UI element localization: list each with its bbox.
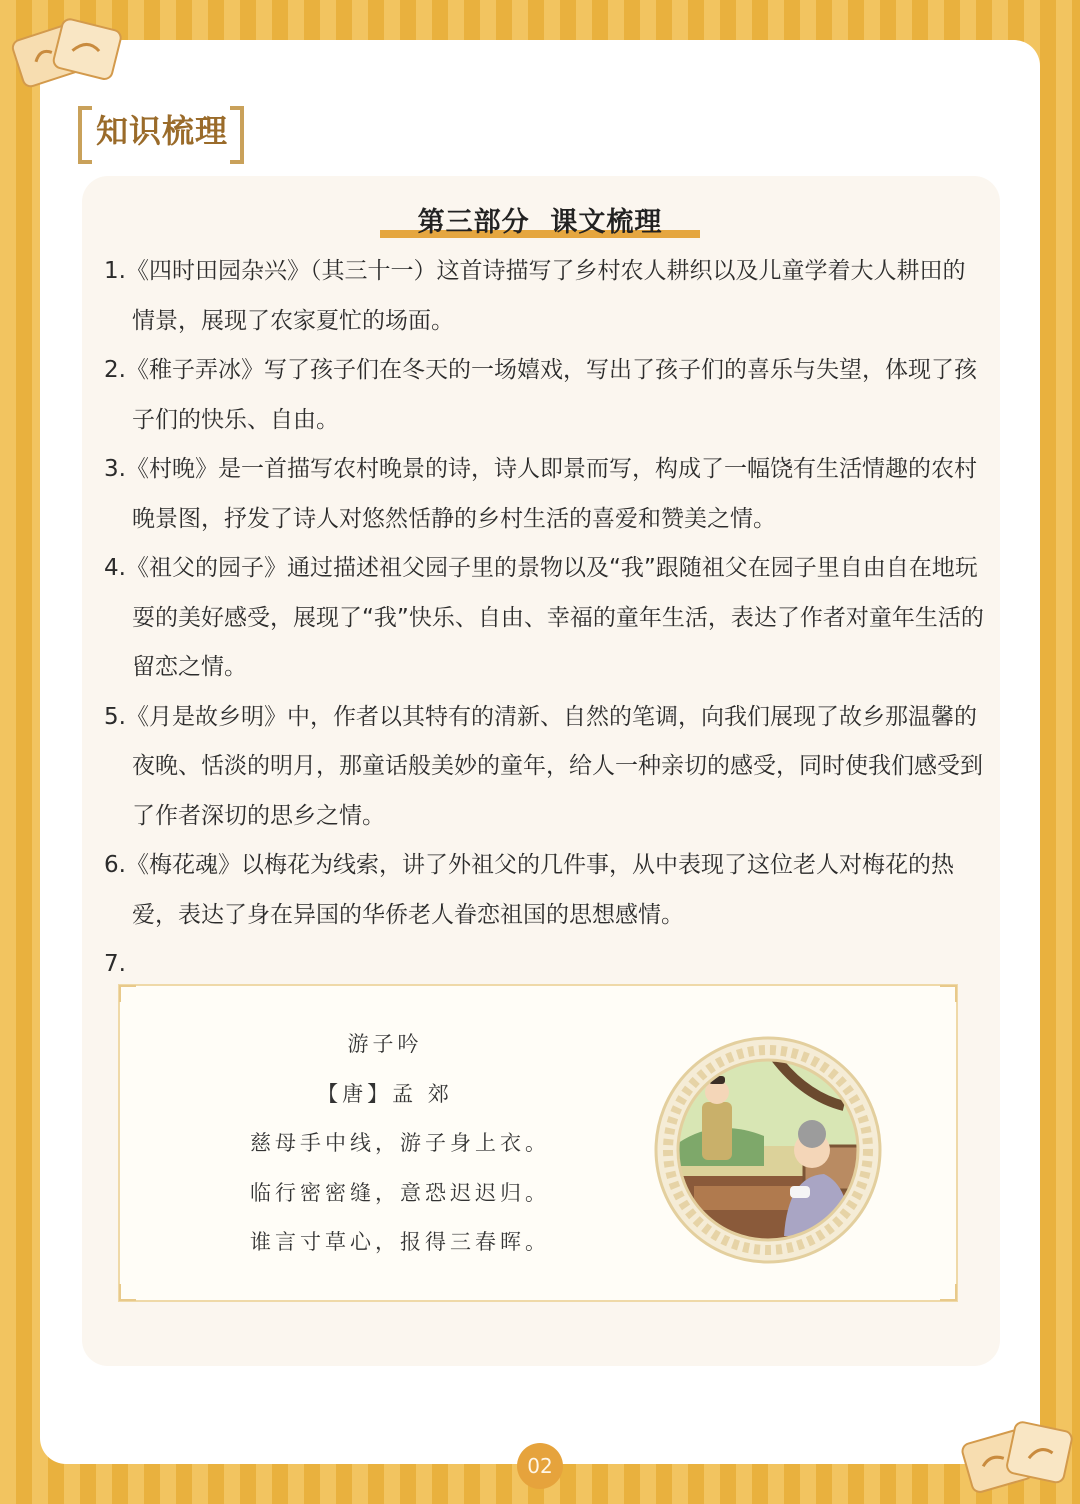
left-bracket [78, 106, 92, 164]
right-bracket [230, 106, 244, 164]
lesson-list [104, 247, 984, 990]
list-item: 2.《稚子弄冰》写了孩子们在冬天的一场嬉戏，写出了孩子们的喜乐与失望，体现了孩子们的快乐、自由。 [104, 357, 977, 433]
corner-ornament-icon [938, 1282, 958, 1302]
ticket-decoration-icon [8, 10, 126, 100]
list-item: 6.《梅花魂》以梅花为线索，讲了外祖父的几件事，从中表现了这位老人对梅花的热爱，表达了身在异国的华侨老人眷恋祖国的思想感情。 [104, 852, 954, 928]
mother-son-illustration [654, 1036, 882, 1264]
poem-line: 谁言寸草心，报得三春晖。 [250, 1230, 550, 1254]
list-item: 7. [104, 951, 126, 977]
list-item: 3.《村晚》是一首描写农村晚景的诗，诗人即景而写，构成了一幅饶有生活情趣的农村晚景图，抒发了诗人对悠然恬静的乡村生活的喜爱和赞美之情。 [104, 456, 977, 532]
list-item: 1.《四时田园杂兴》（其三十一）这首诗描写了乡村农人耕织以及儿童学着大人耕田的情景，展现了农家夏忙的场面。 [104, 258, 966, 334]
poem-author: 【唐】孟 郊 [317, 1081, 453, 1106]
section-tag-label: 知识梳理 [96, 112, 229, 150]
corner-ornament-icon [118, 1282, 138, 1302]
corner-ornament-icon [118, 984, 138, 1004]
page-number: 02 [517, 1443, 563, 1489]
poem-title: 游子吟 [347, 1032, 423, 1056]
list-item: 5.《月是故乡明》中，作者以其特有的清新、自然的笔调，向我们展现了故乡那温馨的夜晚、恬淡的明月，那童话般美妙的童年，给人一种亲切的感受，同时使我们感受到了作者深切的思乡之情。 [104, 703, 983, 829]
part-title: 第三部分 课文梳理 [417, 207, 663, 238]
poem-line: 慈母手中线，游子身上衣。 [250, 1131, 550, 1155]
poem-line: 临行密密缝，意恐迟迟归。 [250, 1180, 550, 1205]
corner-ornament-icon [938, 984, 958, 1004]
poem [250, 1026, 550, 1274]
list-item: 4.《祖父的园子》通过描述祖父园子里的景物以及“我”跟随祖父在园子里自由自在地玩耍的美好感受，展现了“我”快乐、自由、幸福的童年生活，表达了作者对童年生活的留恋之情。 [104, 555, 984, 680]
ticket-decoration-icon [958, 1414, 1076, 1500]
section-tag [78, 106, 244, 156]
